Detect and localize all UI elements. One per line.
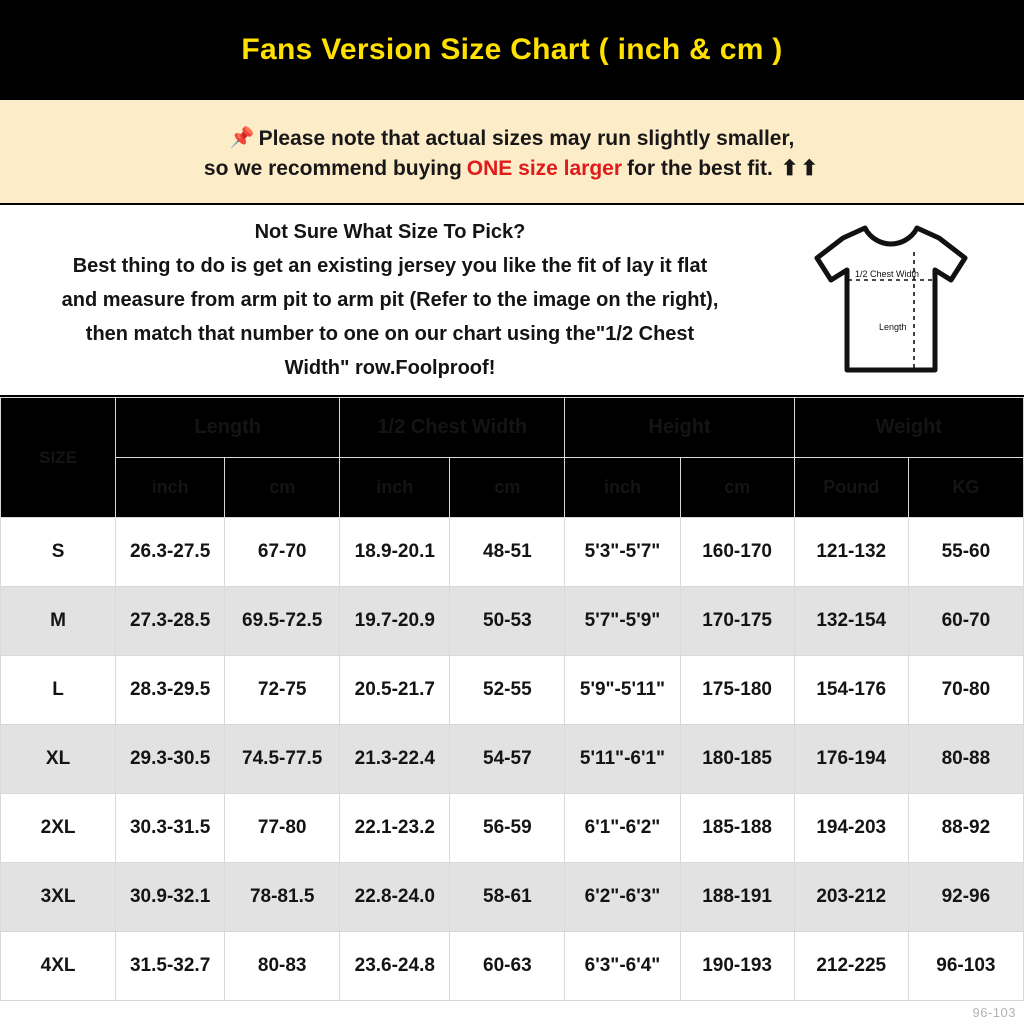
- cell-height-inch: 5'3"-5'7": [565, 518, 680, 587]
- cell-height-cm: 180-185: [680, 725, 794, 794]
- size-table-container: [0, 397, 1024, 1024]
- cell-weight-pound: 176-194: [794, 725, 908, 794]
- cell-length-cm: 80-83: [225, 932, 340, 1001]
- note-highlight: ONE size larger: [466, 156, 623, 180]
- cell-chest-inch: 20.5-21.7: [340, 656, 450, 725]
- note-line-1: [230, 124, 795, 154]
- column-group-weight: Weight: [794, 398, 1023, 458]
- cell-size: 3XL: [1, 863, 116, 932]
- cell-size: 4XL: [1, 932, 116, 1001]
- cell-chest-inch: 22.8-24.0: [340, 863, 450, 932]
- column-header-size: SIZE: [1, 398, 116, 518]
- cell-weight-pound: 132-154: [794, 587, 908, 656]
- cell-height-inch: 5'11"-6'1": [565, 725, 680, 794]
- cell-weight-kg: 70-80: [908, 656, 1023, 725]
- cell-height-cm: 175-180: [680, 656, 794, 725]
- size-table-body: [1, 518, 1024, 1001]
- cell-chest-inch: 23.6-24.8: [340, 932, 450, 1001]
- cell-chest-cm: 60-63: [450, 932, 565, 1001]
- cell-weight-kg: 96-103: [908, 932, 1023, 1001]
- cell-weight-pound: 212-225: [794, 932, 908, 1001]
- note-line-1-text: Please note that actual sizes may run slightly smaller,: [258, 126, 795, 150]
- table-row: [1, 932, 1024, 1001]
- cell-length-inch: 29.3-30.5: [116, 725, 225, 794]
- cell-length-cm: 77-80: [225, 794, 340, 863]
- pushpin-icon: 📌: [229, 126, 255, 149]
- table-row: [1, 518, 1024, 587]
- cell-length-inch: 28.3-29.5: [116, 656, 225, 725]
- cell-size: 2XL: [1, 794, 116, 863]
- note-line-2-prefix: so we recommend buying: [203, 156, 462, 180]
- cell-chest-inch: 21.3-22.4: [340, 725, 450, 794]
- column-group-chest-width: 1/2 Chest Width: [340, 398, 565, 458]
- help-line: and measure from arm pit to arm pit (Refer to the image on the right),: [61, 289, 719, 311]
- cell-weight-kg: 60-70: [908, 587, 1023, 656]
- cell-chest-cm: 52-55: [450, 656, 565, 725]
- cell-chest-inch: 22.1-23.2: [340, 794, 450, 863]
- note-line-2-suffix: for the best fit.: [627, 156, 773, 180]
- cell-chest-cm: 54-57: [450, 725, 565, 794]
- cell-height-inch: 6'2"-6'3": [565, 863, 680, 932]
- cell-length-inch: 30.3-31.5: [116, 794, 225, 863]
- cell-height-inch: 5'7"-5'9": [565, 587, 680, 656]
- cell-height-cm: 190-193: [680, 932, 794, 1001]
- cell-chest-inch: 19.7-20.9: [340, 587, 450, 656]
- cell-height-cm: 185-188: [680, 794, 794, 863]
- cell-chest-inch: 18.9-20.1: [340, 518, 450, 587]
- cell-length-cm: 78-81.5: [225, 863, 340, 932]
- cell-length-inch: 31.5-32.7: [116, 932, 225, 1001]
- cell-weight-pound: 154-176: [794, 656, 908, 725]
- note-banner: [0, 100, 1024, 205]
- column-header-length-inch: inch: [116, 458, 225, 518]
- table-group-header-row: [1, 398, 1024, 458]
- cell-length-cm: 74.5-77.5: [225, 725, 340, 794]
- column-header-length-cm: cm: [225, 458, 340, 518]
- cell-weight-kg: 55-60: [908, 518, 1023, 587]
- column-header-weight-kg: KG: [908, 458, 1023, 518]
- column-header-chest-cm: cm: [450, 458, 565, 518]
- cell-height-inch: 6'1"-6'2": [565, 794, 680, 863]
- help-line: Width" row.Foolproof!: [284, 357, 496, 379]
- column-header-height-inch: inch: [565, 458, 680, 518]
- table-row: [1, 725, 1024, 794]
- column-header-height-cm: cm: [680, 458, 794, 518]
- watermark-text: 96-103: [972, 1005, 1016, 1020]
- cell-length-inch: 26.3-27.5: [116, 518, 225, 587]
- length-label: Length: [879, 321, 907, 332]
- page-title: Fans Version Size Chart ( inch & cm ): [241, 33, 783, 66]
- column-group-length: Length: [116, 398, 340, 458]
- size-table-head: [1, 398, 1024, 518]
- help-line: Best thing to do is get an existing jersey you like the fit of lay it flat: [72, 255, 708, 277]
- table-row: [1, 587, 1024, 656]
- size-table: [0, 397, 1024, 1001]
- cell-height-inch: 6'3"-6'4": [565, 932, 680, 1001]
- cell-chest-cm: 56-59: [450, 794, 565, 863]
- cell-chest-cm: 48-51: [450, 518, 565, 587]
- cell-weight-kg: 92-96: [908, 863, 1023, 932]
- cell-chest-cm: 58-61: [450, 863, 565, 932]
- cell-height-cm: 188-191: [680, 863, 794, 932]
- cell-size: L: [1, 656, 116, 725]
- cell-weight-pound: 203-212: [794, 863, 908, 932]
- help-line: Not Sure What Size To Pick?: [254, 221, 526, 243]
- chest-width-label: 1/2 Chest Width: [855, 268, 920, 279]
- table-unit-header-row: [1, 458, 1024, 518]
- tshirt-measurement-diagram-icon: [766, 218, 1016, 383]
- column-header-weight-pound: Pound: [794, 458, 908, 518]
- cell-size: M: [1, 587, 116, 656]
- cell-weight-pound: 121-132: [794, 518, 908, 587]
- note-line-2: [204, 154, 820, 184]
- cell-weight-kg: 88-92: [908, 794, 1023, 863]
- cell-weight-pound: 194-203: [794, 794, 908, 863]
- cell-length-cm: 67-70: [225, 518, 340, 587]
- cell-height-cm: 170-175: [680, 587, 794, 656]
- how-to-measure-text: [8, 215, 766, 385]
- table-row: [1, 656, 1024, 725]
- how-to-measure-section: [0, 205, 1024, 397]
- cell-height-cm: 160-170: [680, 518, 794, 587]
- cell-length-cm: 69.5-72.5: [225, 587, 340, 656]
- column-header-chest-inch: inch: [340, 458, 450, 518]
- cell-length-inch: 30.9-32.1: [116, 863, 225, 932]
- help-line: then match that number to one on our chart using the"1/2 Chest: [85, 323, 695, 345]
- table-row: [1, 794, 1024, 863]
- cell-chest-cm: 50-53: [450, 587, 565, 656]
- cell-size: XL: [1, 725, 116, 794]
- column-group-height: Height: [565, 398, 794, 458]
- up-arrows-icon: ⬆⬆: [780, 156, 821, 180]
- title-bar: [0, 0, 1024, 100]
- cell-length-inch: 27.3-28.5: [116, 587, 225, 656]
- cell-size: S: [1, 518, 116, 587]
- table-row: [1, 863, 1024, 932]
- cell-weight-kg: 80-88: [908, 725, 1023, 794]
- cell-length-cm: 72-75: [225, 656, 340, 725]
- cell-height-inch: 5'9"-5'11": [565, 656, 680, 725]
